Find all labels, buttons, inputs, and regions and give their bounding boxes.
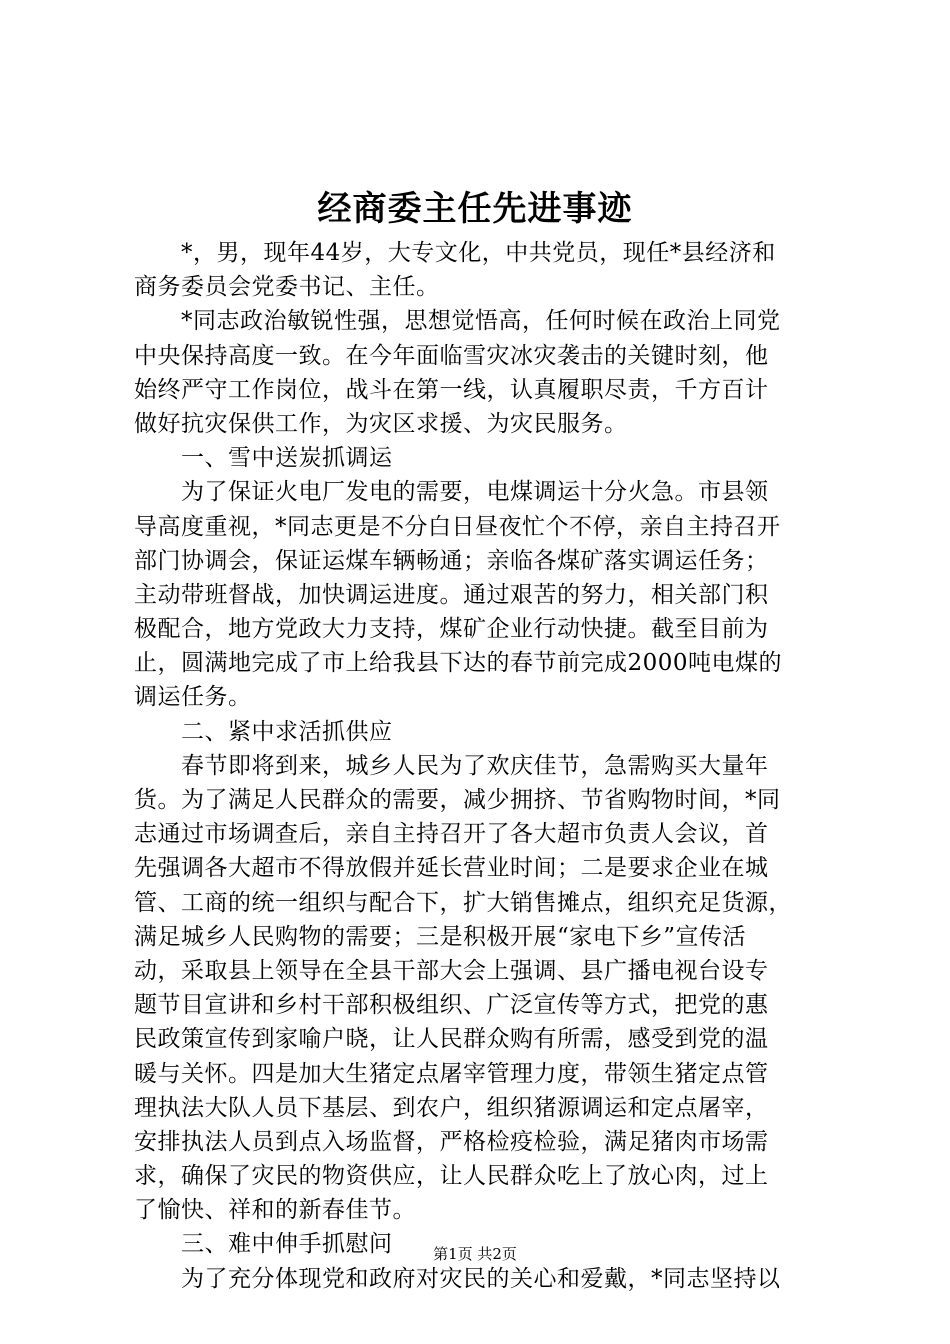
body-line: 止，圆满地完成了市上给我县下达的春节前完成2000吨电煤的 bbox=[134, 650, 783, 677]
body-line: 民政策宣传到家喻户晓，让人民群众购有所需，感受到党的温 bbox=[134, 1026, 769, 1053]
body-line: 调运任务。 bbox=[134, 684, 252, 711]
body-line: 安排执法人员到点入场监督，严格检疫检验，满足猪肉市场需 bbox=[134, 1128, 769, 1155]
body-line: 主动带班督战，加快调运进度。通过艰苦的努力，相关部门积 bbox=[134, 581, 769, 608]
body-line: 求，确保了灾民的物资供应，让人民群众吃上了放心肉，过上 bbox=[134, 1163, 769, 1190]
body-line: 一、雪中送炭抓调运 bbox=[134, 445, 393, 472]
body-line: 暖与关怀。四是加大生猪定点屠宰管理力度，带领生猪定点管 bbox=[134, 1060, 769, 1087]
body-line: 导高度重视，*同志更是不分白日昼夜忙个不停，亲自主持召开 bbox=[134, 513, 781, 540]
body-line: 二、紧中求活抓供应 bbox=[134, 718, 393, 745]
body-line: 三、难中伸手抓慰问 bbox=[134, 1231, 393, 1258]
body-line: 做好抗灾保供工作，为灾区求援、为灾民服务。 bbox=[134, 410, 628, 437]
body-line: 为了保证火电厂发电的需要，电煤调运十分火急。市县领 bbox=[134, 479, 769, 506]
body-line: 部门协调会，保证运煤车辆畅通；亲临各煤矿落实调运任务； bbox=[134, 547, 769, 574]
body-line: 先强调各大超市不得放假并延长营业时间；二是要求企业在城 bbox=[134, 855, 769, 882]
body-line: 春节即将到来，城乡人民为了欢庆佳节，急需购买大量年 bbox=[134, 752, 769, 779]
body-line: 满足城乡人民购物的需要；三是积极开展“家电下乡”宣传活 bbox=[134, 923, 747, 950]
body-line: 管、工商的统一组织与配合下，扩大销售摊点，组织充足货源， bbox=[134, 889, 792, 916]
body-line: 极配合，地方党政大力支持，煤矿企业行动快捷。截至目前为 bbox=[134, 616, 769, 643]
body-line: *，男，现年44岁，大专文化，中共党员，现任*县经济和 bbox=[134, 240, 776, 266]
body-line: 了愉快、祥和的新春佳节。 bbox=[134, 1197, 416, 1224]
page-footer: 第1页 共2页 bbox=[433, 1245, 517, 1263]
body-line: 商务委员会党委书记、主任。 bbox=[134, 274, 440, 301]
body-line: 为了充分体现党和政府对灾民的关心和爱戴，*同志坚持以 bbox=[134, 1265, 781, 1292]
body-line: 志通过市场调查后，亲自主持召开了各大超市负责人会议，首 bbox=[134, 821, 769, 848]
body-line: 理执法大队人员下基层、到农户，组织猪源调运和定点屠宰， bbox=[134, 1094, 769, 1121]
document-body bbox=[134, 236, 834, 1296]
body-line: *同志政治敏锐性强，思想觉悟高，任何时候在政治上同党 bbox=[134, 308, 781, 335]
body-line: 中央保持高度一致。在今年面临雪灾冰灾袭击的关键时刻，他 bbox=[134, 342, 769, 369]
body-line: 动，采取县上领导在全县干部大会上强调、县广播电视台设专 bbox=[134, 957, 769, 984]
body-line: 始终严守工作岗位，战斗在第一线，认真履职尽责，千方百计 bbox=[134, 376, 769, 403]
body-line: 货。为了满足人民群众的需要，减少拥挤、节省购物时间，*同 bbox=[134, 787, 781, 813]
body-line: 题节目宣讲和乡村干部积极组织、广泛宣传等方式，把党的惠 bbox=[134, 992, 769, 1019]
document-title: 经商委主任先进事迹 bbox=[317, 189, 633, 229]
